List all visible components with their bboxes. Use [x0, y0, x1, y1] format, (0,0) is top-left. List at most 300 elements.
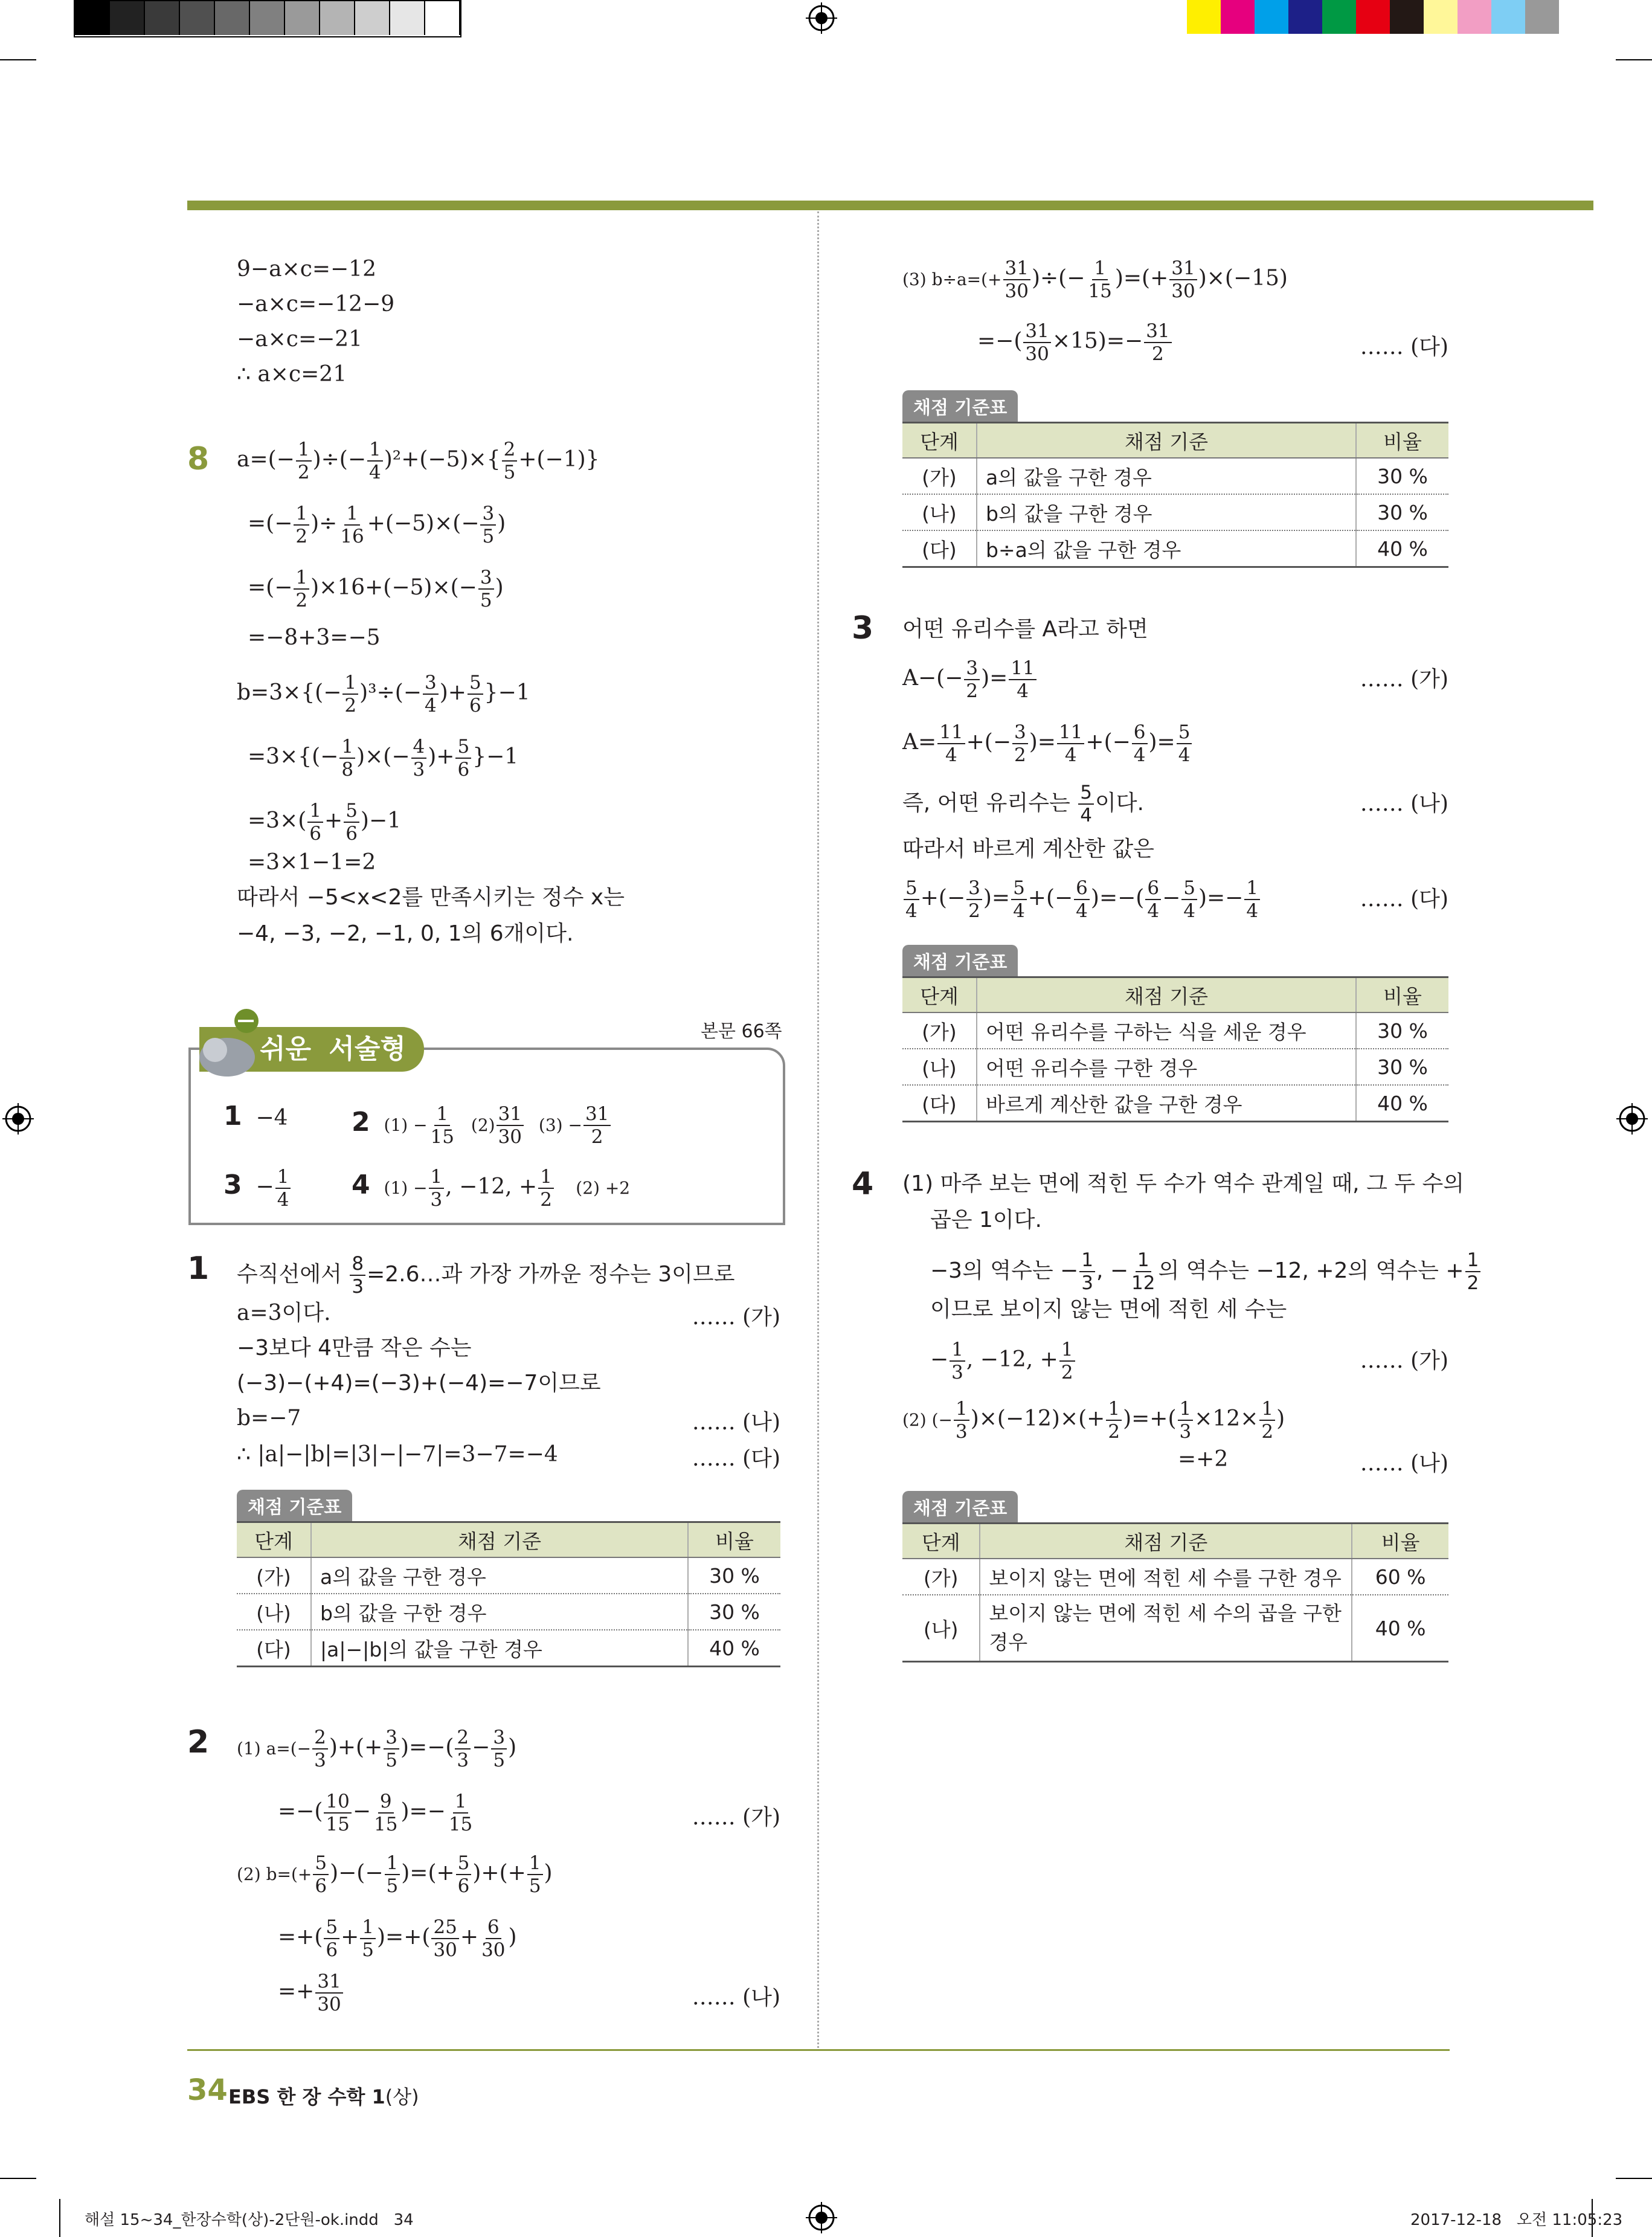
color-swatch	[1390, 0, 1424, 34]
file-name: 해설 15~34_한장수학(상)-2단원-ok.indd 34	[85, 2211, 414, 2229]
table-header: 비율	[1356, 423, 1448, 459]
denominator: 6	[315, 1875, 327, 1897]
denominator: 6	[469, 695, 481, 716]
table-row: (가) a의 값을 구한 경우 30 %	[237, 1557, 780, 1594]
problem-number: 1	[187, 1250, 210, 1287]
fraction	[431, 1916, 458, 1961]
table-row: (다) |a|−|b|의 값을 구한 경우 40 %	[237, 1630, 780, 1667]
numerator: 1	[275, 1166, 291, 1189]
solution-line: 이므로 보이지 않는 면에 적힌 세 수는	[930, 1297, 1287, 1322]
fraction	[455, 736, 471, 781]
denominator: 4	[1017, 680, 1029, 702]
fraction	[447, 1791, 474, 1835]
fraction	[1145, 877, 1161, 922]
table-row: (나) 보이지 않는 면에 적힌 세 수의 곱을 구한 경우 40 %	[902, 1595, 1448, 1662]
fraction	[1012, 721, 1028, 766]
denominator: 4	[1076, 900, 1088, 922]
fraction	[429, 1166, 445, 1211]
scoring-table	[902, 390, 1448, 568]
timestamp: 2017-12-18 오전 11:05:23	[1410, 2211, 1623, 2229]
table-row: (가) 보이지 않는 면에 적힌 세 수를 구한 경우 60 %	[902, 1559, 1448, 1595]
fraction	[1130, 1249, 1157, 1294]
numerator: 1	[1092, 257, 1108, 280]
eq-line: =(− $\frac{1}{2}$ )÷ $\frac{1}{16}$ +(−5)×(− $\frac{3}{5}$ )	[248, 503, 506, 547]
denominator: 5	[503, 462, 516, 483]
denominator: 30	[1004, 280, 1029, 302]
fraction	[954, 1398, 969, 1443]
crop-mark	[0, 59, 36, 60]
table-header: 단계	[237, 1522, 311, 1558]
color-swatch	[425, 1, 460, 35]
box-title-b: 서술형	[329, 1034, 406, 1064]
color-swatch	[1322, 0, 1356, 34]
numerator: 31	[1169, 257, 1197, 280]
column-divider	[817, 211, 819, 2048]
color-swatch	[145, 1, 180, 35]
fraction	[1074, 877, 1090, 922]
conclusion-line: −4, −3, −2, −1, 0, 1의 6개이다.	[237, 921, 574, 946]
registration-mark-icon	[2, 1103, 34, 1135]
fraction	[294, 503, 309, 547]
eq-line: A= $\frac{11}{4}$ +(− $\frac{3}{2}$ )= $\frac{11}{4}$ +(− $\frac{6}{4}$ )= $\frac{5}{4}$	[902, 721, 1193, 766]
table-header: 단계	[902, 423, 977, 459]
problem-number: 4	[852, 1166, 874, 1202]
denominator: 12	[1131, 1272, 1155, 1294]
crop-mark	[1616, 59, 1652, 60]
solution-line: b=−7	[237, 1406, 301, 1431]
step-tag: …… (가)	[1360, 667, 1448, 692]
step-tag: …… (다)	[692, 1446, 780, 1471]
fraction	[372, 1791, 399, 1835]
numerator: 2	[455, 1727, 471, 1749]
numerator: 5	[1177, 721, 1192, 744]
color-swatch	[1288, 0, 1322, 34]
problem-number: 3	[852, 610, 874, 646]
numerator: 6	[486, 1916, 501, 1939]
numerator: 1	[294, 503, 309, 526]
solution-line: 어떤 유리수를 A라고 하면	[902, 617, 1148, 642]
denominator: 2	[295, 526, 308, 547]
fraction	[423, 672, 439, 716]
fraction	[324, 1916, 339, 1961]
numerator: 1	[360, 1916, 376, 1939]
eq-line: (2) b=(+ $\frac{5}{6}$ )−(− $\frac{1}{5}$ )=(+ $\frac{5}{6}$ )+(+ $\frac{1}{5}$ )	[237, 1852, 553, 1897]
fraction	[527, 1852, 543, 1897]
page-reference: 본문 66쪽	[701, 1021, 782, 1042]
solution-line: (−3)−(+4)=(−3)+(−4)=−7이므로	[237, 1371, 601, 1395]
denominator: 2	[295, 590, 308, 611]
process-color-bar	[1187, 0, 1559, 35]
fraction	[904, 877, 919, 922]
numerator: 1	[296, 439, 312, 462]
numerator: 1	[429, 1166, 445, 1189]
color-swatch	[75, 1, 110, 35]
table-row: (다) 바르게 계산한 값을 구한 경우 40 %	[902, 1085, 1448, 1122]
numerator: 2	[502, 439, 518, 462]
fraction	[468, 672, 483, 716]
fraction	[385, 1852, 400, 1897]
fraction	[313, 1852, 329, 1897]
numerator: 1	[434, 1103, 450, 1126]
numerator: 1	[307, 800, 323, 823]
fraction	[1465, 1249, 1481, 1294]
denominator: 4	[1183, 900, 1195, 922]
eq-line: (1) a=(− $\frac{2}{3}$ )+(+ $\frac{3}{5}$ )=−( $\frac{2}{3}$ − $\frac{3}{5}$ )	[237, 1727, 517, 1771]
step-tag: …… (나)	[1360, 1451, 1448, 1476]
table-row: (나) b의 값을 구한 경우 30 %	[237, 1594, 780, 1630]
numerator: 1	[342, 672, 358, 695]
numerator: 1	[954, 1398, 969, 1421]
solution-line: 즉, 어떤 유리수는 $\frac{5}{4}$ 이다.	[902, 782, 1144, 826]
eq-line: −a×c=−12−9	[237, 292, 395, 317]
eq-line: =+( $\frac{5}{6}$ + $\frac{1}{5}$ )=+( $\frac{25}{30}$ + $\frac{6}{30}$ )	[278, 1916, 517, 1961]
denominator: 15	[1088, 280, 1112, 302]
fraction	[478, 567, 494, 611]
denominator: 2	[1108, 1421, 1120, 1443]
denominator: 3	[1179, 1421, 1192, 1443]
denominator: 30	[1025, 343, 1049, 365]
denominator: 8	[341, 759, 354, 781]
numerator: 11	[1057, 721, 1084, 744]
denominator: 2	[1061, 1362, 1073, 1383]
table-tab: 채점 기준표	[902, 945, 1018, 976]
color-swatch	[110, 1, 145, 35]
numerator: 25	[431, 1916, 458, 1939]
eq-line: A−(− $\frac{3}{2}$ )= $\frac{11}{4}$	[902, 657, 1038, 702]
numerator: 31	[315, 1971, 342, 1994]
fraction	[312, 1727, 328, 1771]
fraction	[966, 877, 982, 922]
solution-line: ∴ |a|−|b|=|3|−|−7|=3−7=−4	[237, 1442, 558, 1467]
eq-line: =−8+3=−5	[248, 625, 381, 650]
table-header: 채점 기준	[977, 423, 1356, 459]
numerator: 1	[453, 1791, 469, 1814]
eq-line: =+ $\frac{31}{30}$	[278, 1971, 344, 2015]
page-number: 34	[187, 2073, 228, 2107]
numerator: 3	[423, 672, 439, 695]
fraction	[1011, 877, 1027, 922]
denominator: 30	[481, 1939, 506, 1961]
table-tab: 채점 기준표	[237, 1490, 352, 1521]
turtle-mascot-icon	[191, 1003, 263, 1081]
fraction	[367, 439, 383, 483]
eq-line: b=3×{(− $\frac{1}{2}$ )³÷(− $\frac{3}{4}$ )+ $\frac{5}{6}$ }−1	[237, 672, 530, 716]
numerator: 1	[1259, 1398, 1275, 1421]
eq-line: =(− $\frac{1}{2}$ )×16+(−5)×(− $\frac{3}{5}$ )	[248, 567, 504, 611]
table-row: (가) a의 값을 구한 경우 30 %	[902, 458, 1448, 494]
numerator: 31	[1003, 257, 1030, 280]
table-row: (나) 어떤 유리수를 구한 경우 30 %	[902, 1049, 1448, 1085]
table-header: 비율	[688, 1522, 780, 1558]
denominator: 5	[480, 590, 492, 611]
solution-line: (1) 마주 보는 면에 적힌 두 수가 역수 관계일 때, 그 두 수의	[902, 1171, 1465, 1196]
denominator: 6	[457, 1875, 470, 1897]
color-swatch	[1525, 0, 1559, 34]
step-tag: …… (다)	[1360, 887, 1448, 912]
eq-line: 9−a×c=−12	[237, 257, 376, 282]
denominator: 4	[424, 695, 437, 716]
eq-line: a=(− $\frac{1}{2}$ )÷(− $\frac{1}{4}$ )²+(−5)×{ $\frac{2}{5}$ +(−1)}	[237, 439, 600, 483]
denominator: 6	[346, 823, 358, 845]
conclusion-line: 따라서 −5<x<2를 만족시키는 정수 x는	[237, 885, 625, 910]
eq-line: =+2	[1178, 1447, 1229, 1472]
answer-item: 2 (1) − $\frac{1}{15}$ (2) $\frac{31}{30}$ (3) − $\frac{31}{2}$	[352, 1103, 612, 1148]
color-swatch	[1221, 0, 1255, 34]
numerator: 1	[538, 1166, 554, 1189]
color-swatch	[1458, 0, 1491, 34]
fraction	[339, 736, 355, 781]
eq-line: (2) (− $\frac{1}{3}$ )×(−12)×(+ $\frac{1}{2}$ )=+( $\frac{1}{3}$ ×12× $\frac{1}{2}$ )	[902, 1398, 1285, 1443]
denominator: 15	[326, 1814, 350, 1835]
denominator: 15	[374, 1814, 398, 1835]
denominator: 4	[905, 900, 918, 922]
denominator: 3	[413, 759, 425, 781]
fraction	[1079, 1249, 1095, 1294]
solution-line: a=3이다.	[237, 1301, 331, 1325]
step-tag: …… (다)	[1360, 335, 1448, 359]
table-header: 비율	[1352, 1524, 1448, 1559]
color-swatch	[1187, 0, 1221, 34]
numerator: 5	[904, 877, 919, 900]
fraction	[480, 503, 496, 547]
denominator: 30	[1171, 280, 1195, 302]
numerator: 11	[1009, 657, 1036, 680]
denominator: 16	[340, 526, 364, 547]
fraction	[1003, 257, 1030, 302]
color-swatch	[355, 1, 390, 35]
step-tag: …… (나)	[692, 1410, 780, 1435]
fraction	[1057, 721, 1084, 766]
solution-line: −3보다 4만큼 작은 수는	[237, 1336, 472, 1360]
fraction	[411, 736, 427, 781]
fraction	[1178, 1398, 1194, 1443]
fraction	[583, 1103, 611, 1148]
fraction	[350, 1253, 365, 1298]
registration-mark-icon	[806, 2202, 837, 2233]
scoring-table	[237, 1490, 780, 1667]
denominator: 4	[1246, 900, 1259, 922]
denominator: 6	[309, 823, 322, 845]
numerator: 1	[1244, 877, 1260, 900]
numerator: 3	[491, 1727, 507, 1749]
denominator: 4	[1013, 900, 1025, 922]
numerator: 1	[1059, 1339, 1075, 1362]
fraction	[1169, 257, 1197, 302]
eq-line: $\frac{5}{4}$ +(− $\frac{3}{2}$ )= $\frac{5}{4}$ +(− $\frac{6}{4}$ )=−( $\frac{6}{4}$ − $\frac{5}{4}$ )=− $\frac{1}{4}$	[902, 877, 1261, 922]
numerator: 5	[324, 1916, 339, 1939]
fraction	[1059, 1339, 1075, 1383]
numerator: 3	[966, 877, 982, 900]
denominator: 3	[457, 1749, 469, 1771]
denominator: 4	[277, 1189, 289, 1211]
problem-number: 8	[187, 441, 210, 477]
eq-line: (3) b÷a=(+ $\frac{31}{30}$ )÷(− $\frac{1}{15}$ )=(+ $\frac{31}{30}$ )×(−15)	[902, 257, 1288, 302]
solution-line: 수직선에서 $\frac{8}{3}$ =2.6…과 가장 가까운 정수는 3이므로	[237, 1253, 735, 1298]
numerator: 5	[313, 1852, 329, 1875]
answer-item: 1 −4	[223, 1101, 288, 1131]
step-tag: …… (가)	[692, 1805, 780, 1830]
denominator: 5	[385, 1749, 397, 1771]
numerator: 5	[1011, 877, 1027, 900]
numerator: 5	[344, 800, 359, 823]
numerator: 1	[1106, 1398, 1122, 1421]
solution-line: 따라서 바르게 계산한 값은	[902, 837, 1154, 861]
step-tag: …… (나)	[692, 1985, 780, 2010]
denominator: 3	[430, 1189, 443, 1211]
fraction	[455, 1727, 471, 1771]
fraction	[275, 1166, 291, 1211]
denominator: 5	[386, 1875, 399, 1897]
table-header: 채점 기준	[980, 1524, 1352, 1559]
box-title-a: 쉬운	[260, 1034, 312, 1064]
fraction	[294, 567, 309, 611]
color-swatch	[1255, 0, 1288, 34]
table-row: (다) b÷a의 값을 구한 경우 40 %	[902, 530, 1448, 567]
color-swatch	[1356, 0, 1390, 34]
color-swatch	[1424, 0, 1458, 34]
fraction	[384, 1727, 399, 1771]
eq-line: =3×( $\frac{1}{6}$ + $\frac{5}{6}$ )−1	[248, 800, 402, 845]
denominator: 6	[326, 1939, 338, 1961]
denominator: 4	[1064, 744, 1077, 766]
scoring-table	[902, 1491, 1448, 1662]
numerator: 5	[1181, 877, 1197, 900]
eq-line: =−( $\frac{31}{30}$ ×15)=− $\frac{31}{2}$	[977, 320, 1173, 365]
denominator: 2	[966, 680, 979, 702]
fraction	[502, 439, 518, 483]
table-row: (나) b의 값을 구한 경우 30 %	[902, 494, 1448, 530]
numerator: 3	[964, 657, 980, 680]
numerator: 2	[312, 1727, 328, 1749]
denominator: 2	[591, 1126, 603, 1148]
eq-line: =3×{(− $\frac{1}{8}$ )×(− $\frac{4}{3}$ )+ $\frac{5}{6}$ }−1	[248, 736, 519, 781]
table-header: 단계	[902, 977, 977, 1013]
problem-number: 2	[187, 1724, 210, 1760]
eq-line: =−( $\frac{10}{15}$ − $\frac{9}{15}$ )=− $\frac{1}{15}$	[278, 1791, 475, 1835]
denominator: 3	[951, 1362, 963, 1383]
fraction	[1144, 320, 1171, 365]
denominator: 4	[945, 744, 957, 766]
numerator: 10	[324, 1791, 351, 1814]
table-header: 채점 기준	[977, 977, 1356, 1013]
denominator: 2	[1014, 744, 1026, 766]
fraction	[324, 1791, 351, 1835]
fraction	[538, 1166, 554, 1211]
fraction	[480, 1916, 507, 1961]
denominator: 3	[955, 1421, 968, 1443]
denominator: 4	[1080, 805, 1092, 826]
denominator: 4	[1147, 900, 1160, 922]
denominator: 2	[540, 1189, 552, 1211]
numerator: 31	[1144, 320, 1171, 343]
numerator: 1	[950, 1339, 965, 1362]
denominator: 2	[1467, 1272, 1479, 1294]
eq-line: − $\frac{1}{3}$ , −12, + $\frac{1}{2}$	[930, 1339, 1076, 1383]
numerator: 1	[527, 1852, 543, 1875]
gray-color-bar	[74, 0, 461, 37]
color-swatch	[250, 1, 285, 35]
fraction	[1078, 782, 1094, 826]
fraction	[1009, 657, 1036, 702]
fraction	[950, 1339, 965, 1383]
color-swatch	[215, 1, 250, 35]
fraction	[342, 672, 358, 716]
denominator: 4	[369, 462, 381, 483]
denominator: 5	[529, 1875, 541, 1897]
table-row: (가) 어떤 유리수를 구하는 식을 세운 경우 30 %	[902, 1012, 1448, 1049]
denominator: 2	[297, 462, 310, 483]
fraction	[307, 800, 323, 845]
table-header: 단계	[902, 1524, 980, 1559]
fraction	[964, 657, 980, 702]
numerator: 6	[1074, 877, 1090, 900]
eq-line: =3×1−1=2	[248, 850, 376, 875]
color-swatch	[390, 1, 425, 35]
table-header: 비율	[1356, 977, 1448, 1013]
denominator: 5	[493, 1749, 506, 1771]
fraction	[1086, 257, 1113, 302]
fraction	[1244, 877, 1260, 922]
color-swatch	[320, 1, 355, 35]
numerator: 1	[1178, 1398, 1194, 1421]
numerator: 5	[1078, 782, 1094, 805]
footer-rule	[187, 2049, 1450, 2051]
fraction	[338, 503, 365, 547]
eq-line: −a×c=−21	[237, 327, 363, 352]
numerator: 31	[583, 1103, 611, 1126]
denominator: 30	[498, 1126, 522, 1148]
numerator: 3	[480, 503, 496, 526]
crop-mark	[1616, 2178, 1652, 2179]
answer-item: 3 − $\frac{1}{4}$	[223, 1166, 292, 1211]
numerator: 1	[1465, 1249, 1481, 1272]
numerator: 5	[468, 672, 483, 695]
numerator: 1	[1136, 1249, 1151, 1272]
answer-item: 4 (1) − $\frac{1}{3}$ , −12, + $\frac{1}{2}$ (2) +2	[352, 1166, 631, 1211]
denominator: 2	[968, 900, 980, 922]
step-tag: …… (가)	[692, 1305, 780, 1330]
fraction	[497, 1103, 524, 1148]
solution-line: −3의 역수는 − $\frac{1}{3}$ , − $\frac{1}{12}$ 의 역수는 −12, +2의 역수는 + $\frac{1}{2}$	[930, 1249, 1482, 1294]
denominator: 15	[448, 1814, 473, 1835]
numerator: 11	[937, 721, 965, 744]
book-title: EBS 한 장 수학 1(상)	[228, 2085, 419, 2108]
scoring-table	[902, 945, 1448, 1122]
denominator: 5	[482, 526, 495, 547]
color-swatch	[285, 1, 320, 35]
denominator: 15	[430, 1126, 454, 1148]
step-tag: …… (나)	[1360, 791, 1448, 816]
numerator: 1	[385, 1852, 400, 1875]
table-tab: 채점 기준표	[902, 390, 1018, 422]
numerator: 3	[1012, 721, 1028, 744]
fraction	[456, 1852, 472, 1897]
denominator: 4	[1178, 744, 1191, 766]
numerator: 31	[497, 1103, 524, 1126]
fraction	[937, 721, 965, 766]
fraction	[1181, 877, 1197, 922]
fraction	[491, 1727, 507, 1771]
table-header: 채점 기준	[311, 1522, 688, 1558]
fraction	[1177, 721, 1192, 766]
numerator: 1	[339, 736, 355, 759]
fraction	[1023, 320, 1050, 365]
fraction	[296, 439, 312, 483]
numerator: 8	[350, 1253, 365, 1276]
numerator: 4	[411, 736, 427, 759]
fraction	[1259, 1398, 1275, 1443]
fraction	[360, 1916, 376, 1961]
